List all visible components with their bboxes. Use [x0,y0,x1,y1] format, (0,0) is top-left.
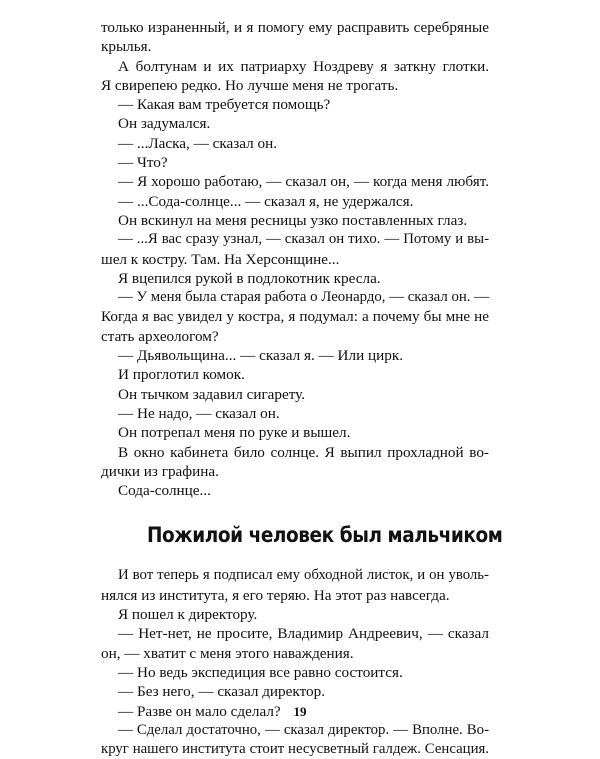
text-line: Я свирепею редко. Но лучше меня не трогать. [101,76,399,94]
text-line: — У меня была старая работа о Леонардо, — сказал он. — [118,289,489,306]
text-line: стать археологом? [101,327,219,345]
text-line: Он тычком задавил сигарету. [118,385,306,403]
text-line: Он вскинул на меня ресницы узко поставленных глаз. [118,211,468,229]
text-line: — Нет-нет, не просите, Владимир Андреевич, — сказал [118,625,489,643]
text-line: В окно кабинета било солнце. Я выпил прохладной во- [118,443,489,461]
section-heading: Пожилой человек был мальчиком [147,523,503,548]
text-block-bottom [101,566,489,759]
text-line: — ...Ласка, — сказал он. [118,134,278,152]
text-line: Он потрепал меня по руке и вышел. [118,424,351,442]
text-line: И вот теперь я подписал ему обходной листок, и он уволь- [118,567,489,584]
text-line: — Сделал достаточно, — сказал директор. — Вполне. Во- [118,721,489,738]
text-line: — Я хорошо работаю, — сказал он, — когда меня любят. [118,173,489,191]
text-line: нялся из института, я его теряю. На этот раз навсегда. [101,586,450,604]
text-line: круг нашего института стоит несусветный галдеж. Сенсация. [101,741,489,758]
text-block-top [101,18,489,500]
text-line: он, — хватит с меня этого наваждения. [101,644,354,662]
text-line: — Какая вам требуется помощь? [118,96,331,114]
text-line: И проглотил комок. [118,366,245,384]
text-line: Сода-солнце... [118,482,211,500]
text-line: шел к костру. Там. На Херсонщине... [101,250,340,268]
text-line: — Но ведь экспедиция все равно состоится. [118,663,403,681]
page-number: 19 [293,704,307,719]
page-content [101,18,503,759]
text-line: Я пошел к директору. [118,606,258,624]
text-line: — Без него, — сказал директор. [118,683,325,701]
text-line: дички из графина. [101,462,219,480]
text-line: — ...Я вас сразу узнал, — сказал он тихо. — Потому и вы- [118,231,489,248]
text-line: только израненный, и я помогу ему расправить серебряные [101,19,489,36]
text-line: — Не надо, — сказал он. [118,404,280,422]
text-line: Он задумался. [118,115,211,133]
text-line: — ...Сода-солнце... — сказал я, не удержался. [118,192,414,210]
text-line: — Разве он мало сделал? [118,702,281,720]
text-line: Я вцепился рукой в подлокотник кресла. [118,269,381,287]
text-line: Когда я вас увидел у костра, я подумал: а почему бы мне не [101,308,489,326]
text-line: — Дьявольщина... — сказал я. — Или цирк. [118,347,404,365]
text-line: — Что? [118,154,168,172]
text-line: крылья. [101,38,152,56]
text-line: А болтунам и их патриарху Ноздреву я заткну глотки. [118,57,489,75]
